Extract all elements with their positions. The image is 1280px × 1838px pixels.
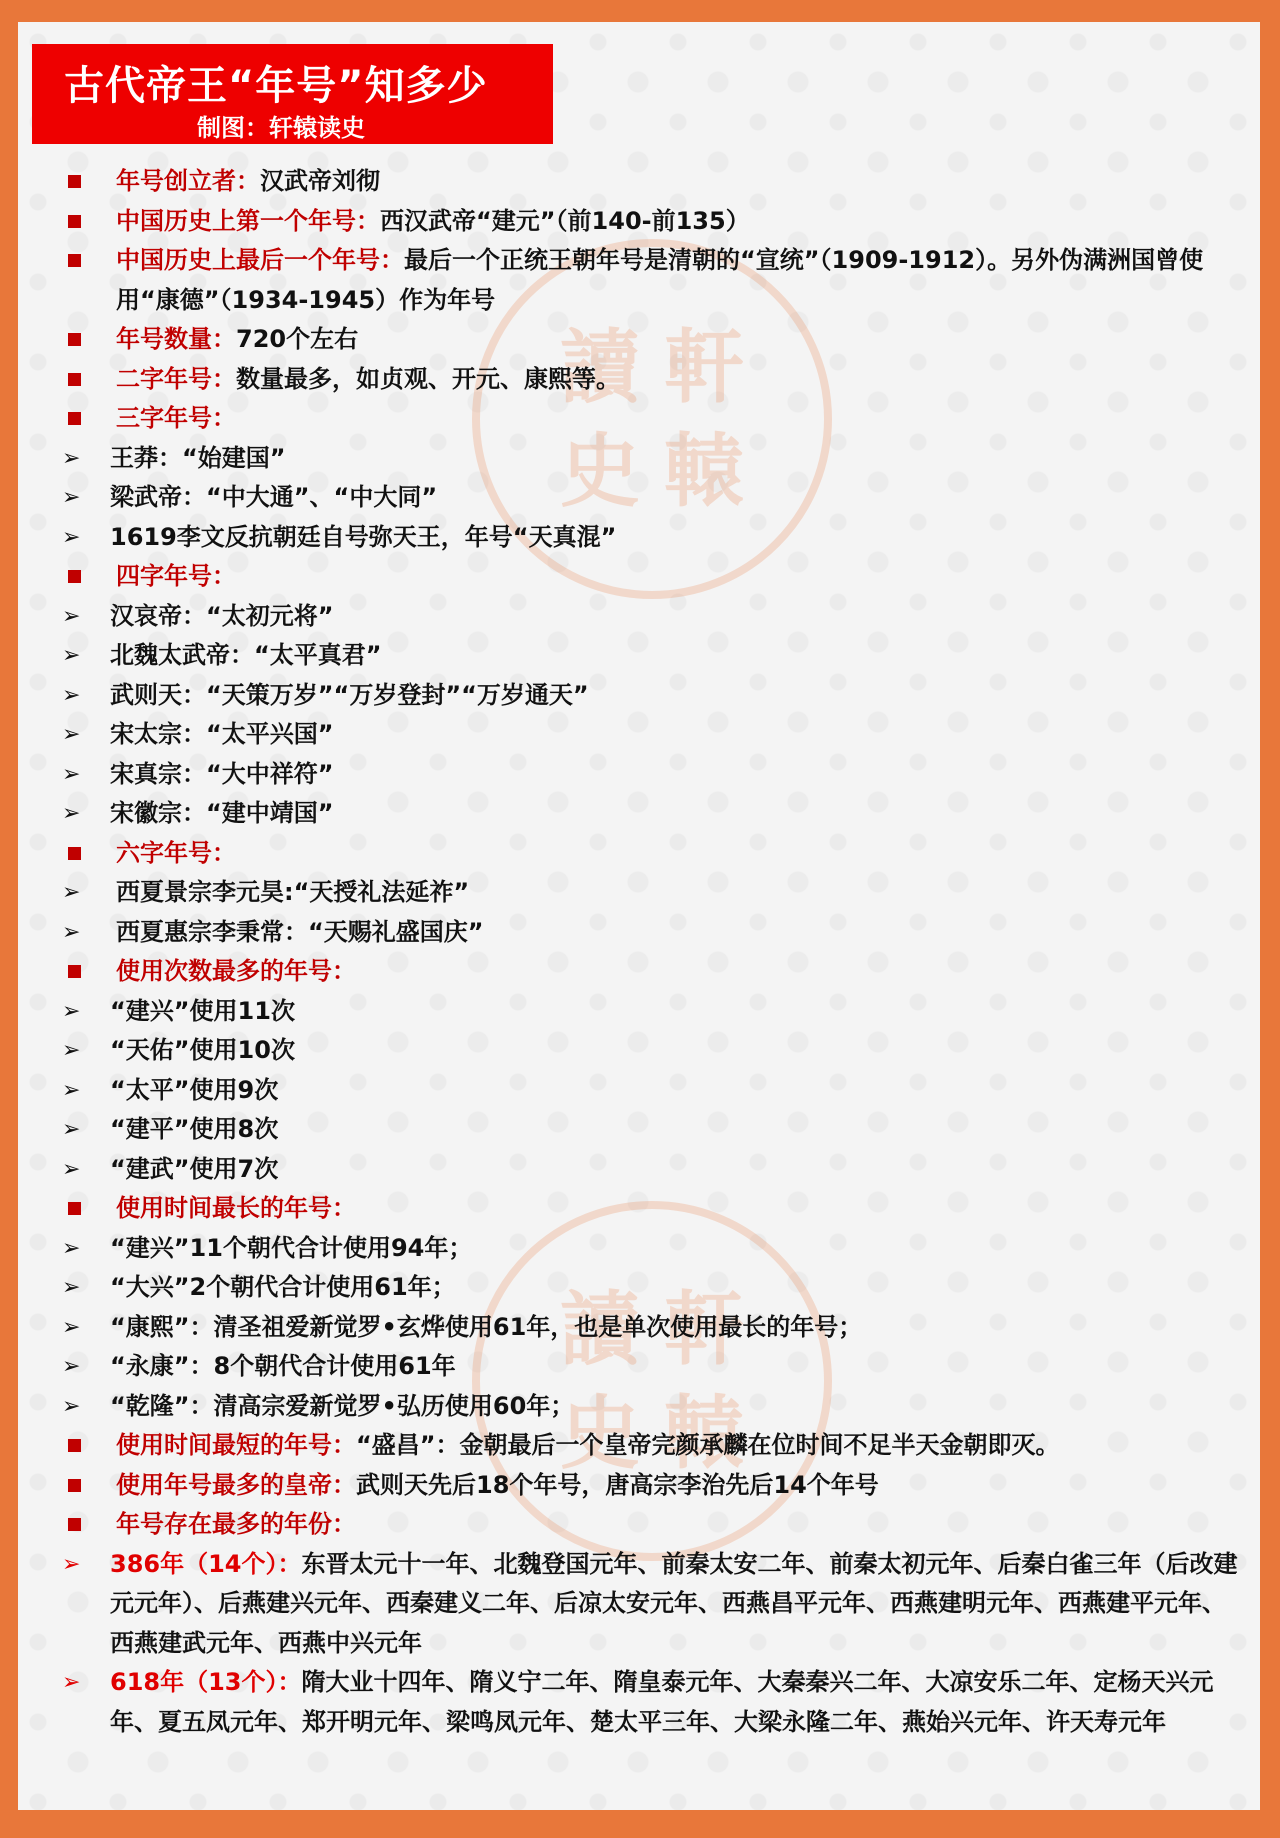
square-bullet-icon <box>68 570 81 583</box>
square-bullet-icon <box>68 215 81 228</box>
list-item-four-char <box>58 557 1248 597</box>
square-bullet-icon <box>68 965 81 978</box>
title-banner <box>32 44 553 144</box>
arrow-bullet-icon: ➢ <box>62 682 81 708</box>
sub-item: ➢ 王莽：“始建国” <box>58 439 1248 479</box>
sub-item: ➢ “建兴”使用11次 <box>58 992 1248 1032</box>
item-key: 使用时间最短的年号： <box>116 1431 356 1459</box>
item-key: 四字年号： <box>116 562 236 590</box>
list-item-founder <box>58 162 1248 202</box>
item-key: 使用时间最长的年号： <box>116 1194 356 1222</box>
year-key: 386年（14个）： <box>110 1549 302 1578</box>
item-text: “盛昌”：金朝最后一个皇帝完颜承麟在位时间不足半天金朝即灭。 <box>356 1431 1060 1459</box>
seal-char: 轅 <box>664 1386 744 1480</box>
sub-item-year-618 <box>58 1663 1248 1742</box>
square-bullet-icon <box>68 1439 81 1452</box>
page-title: 古代帝王“年号”知多少 <box>64 63 488 109</box>
list-item-last <box>58 241 1248 320</box>
item-key: 二字年号： <box>116 364 236 393</box>
arrow-bullet-icon: ➢ <box>62 1354 81 1379</box>
item-text: 武则天先后18个年号，唐高宗李治先后14个年号 <box>356 1470 879 1499</box>
sub-item: ➢ 宋真宗：“大中祥符” <box>58 755 1248 795</box>
square-bullet-icon <box>68 1518 81 1531</box>
arrow-bullet-icon: ➢ <box>62 485 81 510</box>
arrow-bullet-icon: ➢ <box>62 1275 81 1300</box>
square-bullet-icon <box>68 373 81 386</box>
sub-item: ➢ “永康”：8个朝代合计使用61年 <box>58 1347 1248 1387</box>
item-text: 720个左右 <box>236 325 359 353</box>
sub-item: ➢ 梁武帝：“中大通”、“中大同” <box>58 478 1248 518</box>
item-key: 六字年号： <box>116 838 236 867</box>
list-item-two-char <box>58 360 1248 400</box>
sub-item: ➢ “建平”使用8次 <box>58 1110 1248 1150</box>
sub-item: ➢ “建兴”11个朝代合计使用94年； <box>58 1229 1248 1269</box>
square-bullet-icon <box>68 175 81 188</box>
list-item-three-char <box>58 399 1248 439</box>
year-text: 东晋太元十一年、北魏登国元年、前秦太安二年、前秦太初元年、后秦白雀三年（后改建元元年）、后燕建兴元年、西秦建义二年、后凉太安元年、西燕昌平元年、西燕建明元年、西燕建平元年、西燕建武元年、西燕中兴元年 <box>110 1549 1238 1657</box>
arrow-bullet-icon: ➢ <box>62 524 81 550</box>
sub-item: ➢ 北魏太武帝：“太平真君” <box>58 636 1248 676</box>
page-subtitle: 制图：轩辕读史 <box>197 114 365 142</box>
list-item-most-year <box>58 1505 1248 1545</box>
list-item-first <box>58 202 1248 242</box>
sub-item-year-386 <box>58 1545 1248 1664</box>
square-bullet-icon <box>68 412 81 425</box>
poster-page <box>18 22 1260 1810</box>
content-list <box>58 162 1248 1742</box>
arrow-bullet-icon: ➢ <box>62 801 81 826</box>
sub-item: ➢ 宋徽宗：“建中靖国” <box>58 794 1248 834</box>
item-key: 使用年号最多的皇帝： <box>116 1470 356 1499</box>
sub-item: ➢ 汉哀帝：“太初元将” <box>58 597 1248 637</box>
arrow-bullet-icon: ➢ <box>62 761 81 787</box>
sub-item: ➢ “太平”使用9次 <box>58 1071 1248 1111</box>
item-text: 数量最多，如贞观、开元、康熙等。 <box>236 364 620 393</box>
item-text: 最后一个正统王朝年号是清朝的“宣统”（1909-1912）。另外伪满洲国曾使用“康德”（1934-1945）作为年号 <box>116 246 1204 314</box>
sub-item: ➢ 1619李文反抗朝廷自号弥天王，年号“天真混” <box>58 518 1248 558</box>
item-text: 汉武帝刘彻 <box>260 167 380 195</box>
list-item-count <box>58 320 1248 360</box>
seal-char: 轅 <box>664 424 744 518</box>
seal-char: 讀 <box>560 320 640 414</box>
arrow-bullet-icon: ➢ <box>62 1117 81 1142</box>
arrow-bullet-icon: ➢ <box>62 643 81 668</box>
square-bullet-icon <box>68 1202 81 1215</box>
arrow-bullet-icon: ➢ <box>62 603 81 629</box>
arrow-bullet-icon: ➢ <box>62 722 81 747</box>
sub-item: ➢ 武则天：“天策万岁”“万岁登封”“万岁通天” <box>58 676 1248 716</box>
item-key: 使用次数最多的年号： <box>116 957 356 985</box>
list-item-most-used <box>58 952 1248 992</box>
arrow-bullet-icon: ➢ <box>62 919 81 945</box>
item-key: 年号创立者： <box>116 167 260 195</box>
arrow-bullet-icon: ➢ <box>62 445 81 471</box>
seal-char: 讀 <box>560 1282 640 1376</box>
arrow-bullet-icon: ➢ <box>62 1393 81 1419</box>
sub-item: ➢ “乾隆”：清高宗爱新觉罗•弘历使用60年； <box>58 1387 1248 1427</box>
square-bullet-icon <box>68 333 81 346</box>
sub-item: ➢ “康熙”：清圣祖爱新觉罗•玄烨使用61年，也是单次使用最长的年号； <box>58 1308 1248 1348</box>
item-key: 中国历史上第一个年号： <box>116 206 380 235</box>
square-bullet-icon <box>68 847 81 860</box>
arrow-bullet-icon: ➢ <box>62 1235 81 1261</box>
arrow-bullet-icon: ➢ <box>62 1551 81 1577</box>
year-text: 隋大业十四年、隋义宁二年、隋皇泰元年、大秦秦兴二年、大凉安乐二年、定杨天兴元年、夏五凤元年、郑开明元年、梁鸣凤元年、楚太平三年、大梁永隆二年、燕始兴元年、许天寿元年 <box>110 1668 1214 1736</box>
sub-item: ➢ “建武”使用7次 <box>58 1150 1248 1190</box>
list-item-longest <box>58 1189 1248 1229</box>
item-key: 中国历史上最后一个年号： <box>116 246 404 274</box>
item-key: 三字年号： <box>116 404 236 432</box>
arrow-bullet-icon: ➢ <box>62 998 81 1024</box>
sub-item: ➢ “大兴”2个朝代合计使用61年； <box>58 1268 1248 1308</box>
list-item-most-emperor <box>58 1466 1248 1506</box>
list-item-shortest <box>58 1426 1248 1466</box>
seal-char: 史 <box>560 1386 640 1480</box>
sub-item: ➢ 宋太宗：“太平兴国” <box>58 715 1248 755</box>
sub-item: ➢ 西夏景宗李元昊:“天授礼法延祚” <box>58 873 1248 913</box>
arrow-bullet-icon: ➢ <box>62 1038 81 1063</box>
square-bullet-icon <box>68 1479 81 1492</box>
item-text: 西汉武帝“建元”（前140-前135） <box>380 206 750 235</box>
item-key: 年号数量： <box>116 325 236 353</box>
arrow-bullet-icon: ➢ <box>62 1156 81 1182</box>
seal-char: 史 <box>560 424 640 518</box>
seal-char: 軒 <box>664 320 744 414</box>
seal-char: 軒 <box>664 1282 744 1376</box>
sub-item: ➢ “天佑”使用10次 <box>58 1031 1248 1071</box>
arrow-bullet-icon: ➢ <box>62 1077 81 1103</box>
arrow-bullet-icon: ➢ <box>62 880 81 905</box>
year-key: 618年（13个）： <box>110 1668 302 1696</box>
list-item-six-char <box>58 834 1248 874</box>
item-key: 年号存在最多的年份： <box>116 1510 356 1538</box>
sub-item: ➢ 西夏惠宗李秉常：“天赐礼盛国庆” <box>58 913 1248 953</box>
arrow-bullet-icon: ➢ <box>62 1670 81 1695</box>
arrow-bullet-icon: ➢ <box>62 1314 81 1340</box>
square-bullet-icon <box>68 254 81 267</box>
